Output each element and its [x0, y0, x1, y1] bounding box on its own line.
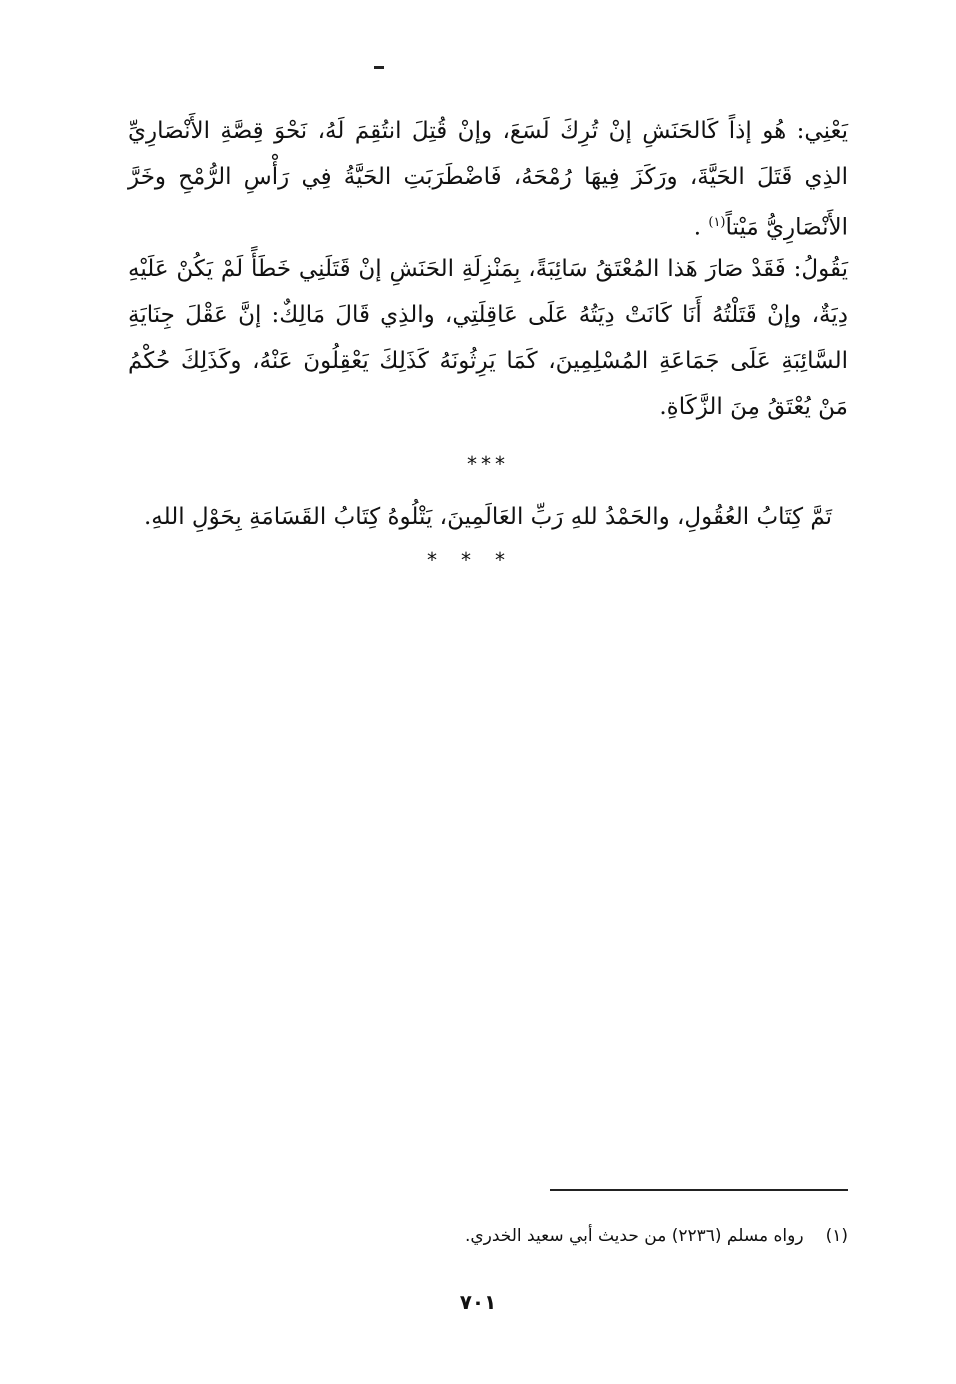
paragraph-1 [128, 108, 848, 251]
section-separator-top: *** [467, 452, 509, 476]
footnote-reference: (١) [708, 215, 726, 230]
footnote-number: (١) [825, 1226, 848, 1246]
paragraph-2 [128, 246, 848, 430]
footnote [300, 1222, 848, 1250]
paragraph-1-text: يَعْنِي: هُو إذاً كَالحَنَشِ إنْ تُرِكَ لَسَعَ، وإنْ قُتِلَ انتُقِمَ لَهُ، نَحْوَ قِصَّةِ الأَنْصَارِيِّ الذِي قَتَلَ الحَيَّةَ، ورَكَزَ فِيهَا رُمْحَهُ، فَاضْطَرَبَتِ الحَيَّةُ فِي رَأْسِ الرُّمْحِ وخَرَّ الأَنْصَارِيُّ مَيْتاً [128, 118, 848, 241]
footnote-text: رواه مسلم (٢٢٣٦) من حديث أبي سعيد الخدري. [464, 1226, 804, 1246]
paragraph-1-end: . [693, 214, 702, 241]
page-number: ٧٠١ [459, 1290, 497, 1314]
footnote-divider [550, 1189, 848, 1191]
book-closing-line: تَمَّ كِتَابُ العُقُولِ، والحَمْدُ للهِ رَبِّ العَالَمِينَ، يَتْلُوهُ كِتَابُ القَسَامَةِ بِحَوْلِ اللهِ. [143, 504, 833, 530]
top-mark [374, 66, 384, 69]
section-separator-bottom: *** [427, 548, 529, 572]
paragraph-2-text: يَقُولُ: فَقَدْ صَارَ هَذا المُعْتَقُ سَائِبَةً، بِمَنْزِلَةِ الحَنَشِ إنْ قَتَلَنِي خَطَأً لَمْ يَكُنْ عَلَيْهِ دِيَةٌ، وإنْ قَتَلْتُهُ أَنَا كَانَتْ دِيَتُهُ عَلَى عَاقِلَتِي، والذِي قَالَ مَالِكٌ: إنَّ عَقْلَ جِنَايَةِ السَّائِبَةِ عَلَى جَمَاعَةِ المُسْلِمِينَ، كَمَا يَرِثُونَهُ كَذَلِكَ يَعْقِلُونَ عَنْهُ، وكَذَلِكَ حُكْمُ مَنْ يُعْتَقُ مِنَ الزَّكَاةِ. [128, 256, 848, 420]
